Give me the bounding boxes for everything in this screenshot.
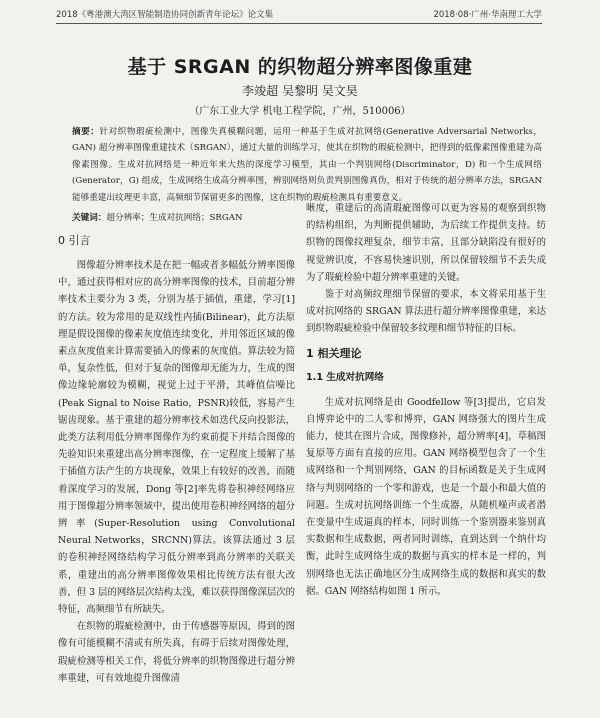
abstract [72, 124, 542, 206]
paragraph: 在织物的瑕疵检测中，由于传感器等原因，得到的图像有可能模糊不清或有所失真，有碍于后续对图像处理，瑕疵检测等相关工作，将低分辨率的织物图像进行超分辨率重建，可有效地提升图像清 [58, 621, 295, 684]
section-heading-theory: 1 相关理论 [306, 346, 362, 360]
subsection-heading-gan: 1.1 生成对抗网络 [306, 371, 384, 383]
right-column [306, 200, 546, 600]
abstract-text: 针对织物瑕疵检测中，图像失真模糊问题，运用一种基于生成对抗网络(Generative Adversarial Networks，GAN) 超分辨率图像重建技术（SRGAN），通过大量的训练学习，使其在织物的瑕疵检测中，把得到的低像素图像重建为高像素图像。生成对抗网络是一种近年来大热的深度学习模型，其由一个判别网络(Discriminator，D) 和一个生成网络(Generator，G) 组成，生成网络生成高分辨率图，辨别网络则负责判别图像真伪，相对于传统的超分辨率方法，SRGAN 能够重建出纹理更丰富，高频细节保留更多的图像，这在织物的瑕疵检测具有重要意义。 [72, 127, 542, 203]
paper-authors: 李竣超 吴黎明 吴文昊 [242, 84, 358, 98]
paragraph: 鉴于对高频纹理细节保留的要求，本文将采用基于生成对抗网络的 SRGAN 算法进行超分辨率图像重建，来达到织物瑕疵检验中保留较多纹理和细节特征的目标。 [306, 289, 546, 335]
paper-affiliation: （广东工业大学 机电工程学院，广州，510006） [189, 106, 411, 117]
running-header [56, 8, 542, 24]
section-heading-introduction: 0 引言 [58, 234, 91, 247]
paper-title: 基于 SRGAN 的织物超分辨率图像重建 [127, 56, 473, 78]
paragraph: 图像超分辨率技术是在把一幅或者多幅低分辨率图像中，通过获得相对应的高分辨率图像的技术，目前超分辨率技术主要分为 3 类，分别为基于插值，重建，学习[1]的方法。较为常用的是双线性内插(Bilinear)，此方法原理是假设图像的像素灰度值连续变化，并用邻近区域的像素点灰度值来计算需要插入的像素的灰度值。算法较为简单，复杂性低，但对于复杂的图像却无能为力，生成的图像边缘轮廓较为模糊，视觉上过于平滑，其峰值信噪比(Peak Signal to Noise Ratio，PSNR)较低，容易产生锯齿现象。基于重建的超分辨率技术如迭代反向投影法，此类方法利用低分辨率图像作为约束前提下并结合图像的先验知识来重建出高分辨率图像，在一定程度上缓解了基于插值方法产生的方块现象，效果上有较好的改善，而随着深度学习的发展，Dong 等[2]率先将卷积神经网络应用于图像超分辨率领域中，提出使用卷积神经网络的超分辨率(Super-Resolution using Convolutional Neural Networks，SRCNN)算法。该算法通过 3 层的卷积神经网络结构学习低分辨率到高分辨率的关联关系，重建出的高分辨率图像效果相比传统方法有很大改善，但 3 层的网络层次结构太浅，难以获得图像深层次的特征，高频细节有所缺失。 [58, 260, 295, 616]
header-conference: 2018《粤港澳大湾区智能制造协同创新青年论坛》论文集 [56, 10, 274, 20]
keywords-text: 超分辨率；生成对抗网络；SRGAN [106, 213, 243, 223]
keywords-label: 关键词： [72, 213, 107, 223]
abstract-label: 摘要： [72, 127, 100, 137]
header-date-location: 2018·08·广州·华南理工大学 [433, 10, 542, 20]
left-column [58, 233, 295, 687]
paragraph-continued: 晰度，重建后的高清瑕疵图像可以更为容易的观察到织物的结构组织，为判断提供辅助，为后续工作提供支持。纺织物的图像纹理复杂，细节丰富，且部分缺陷没有很好的视觉辨识度，不容易快速识别，所以保留较细节不丢失成为了瑕疵检验中超分辨率重建的关键。 [306, 203, 546, 283]
paragraph: 生成对抗网络是由 Goodfellow 等[3]提出，它启发自博弈论中的二人零和博弈，GAN 网络强大的图片生成能力，使其在图片合成，图像修补，超分辨率[4]，草稿图复原等方面有直接的应用。GAN 网络模型包含了一个生成网络和一个判别网络，GAN 的目标函数是关于生成网络与判别网络的一个零和游戏，也是一个最小和最大值的问题。生成对抗网络训练一个生成器，从随机噪声或者潜在变量中生成逼真的样本，同时训练一个鉴别器来鉴别真实数据和生成数据，两者同时训练，直到达到一个纳什均衡，此时生成网络生成的数据与真实的样本是一样的，判别网络也无法正确地区分生成网络生成的数据和真实的数据。GAN 网络结构如图 1 所示。 [306, 396, 546, 597]
